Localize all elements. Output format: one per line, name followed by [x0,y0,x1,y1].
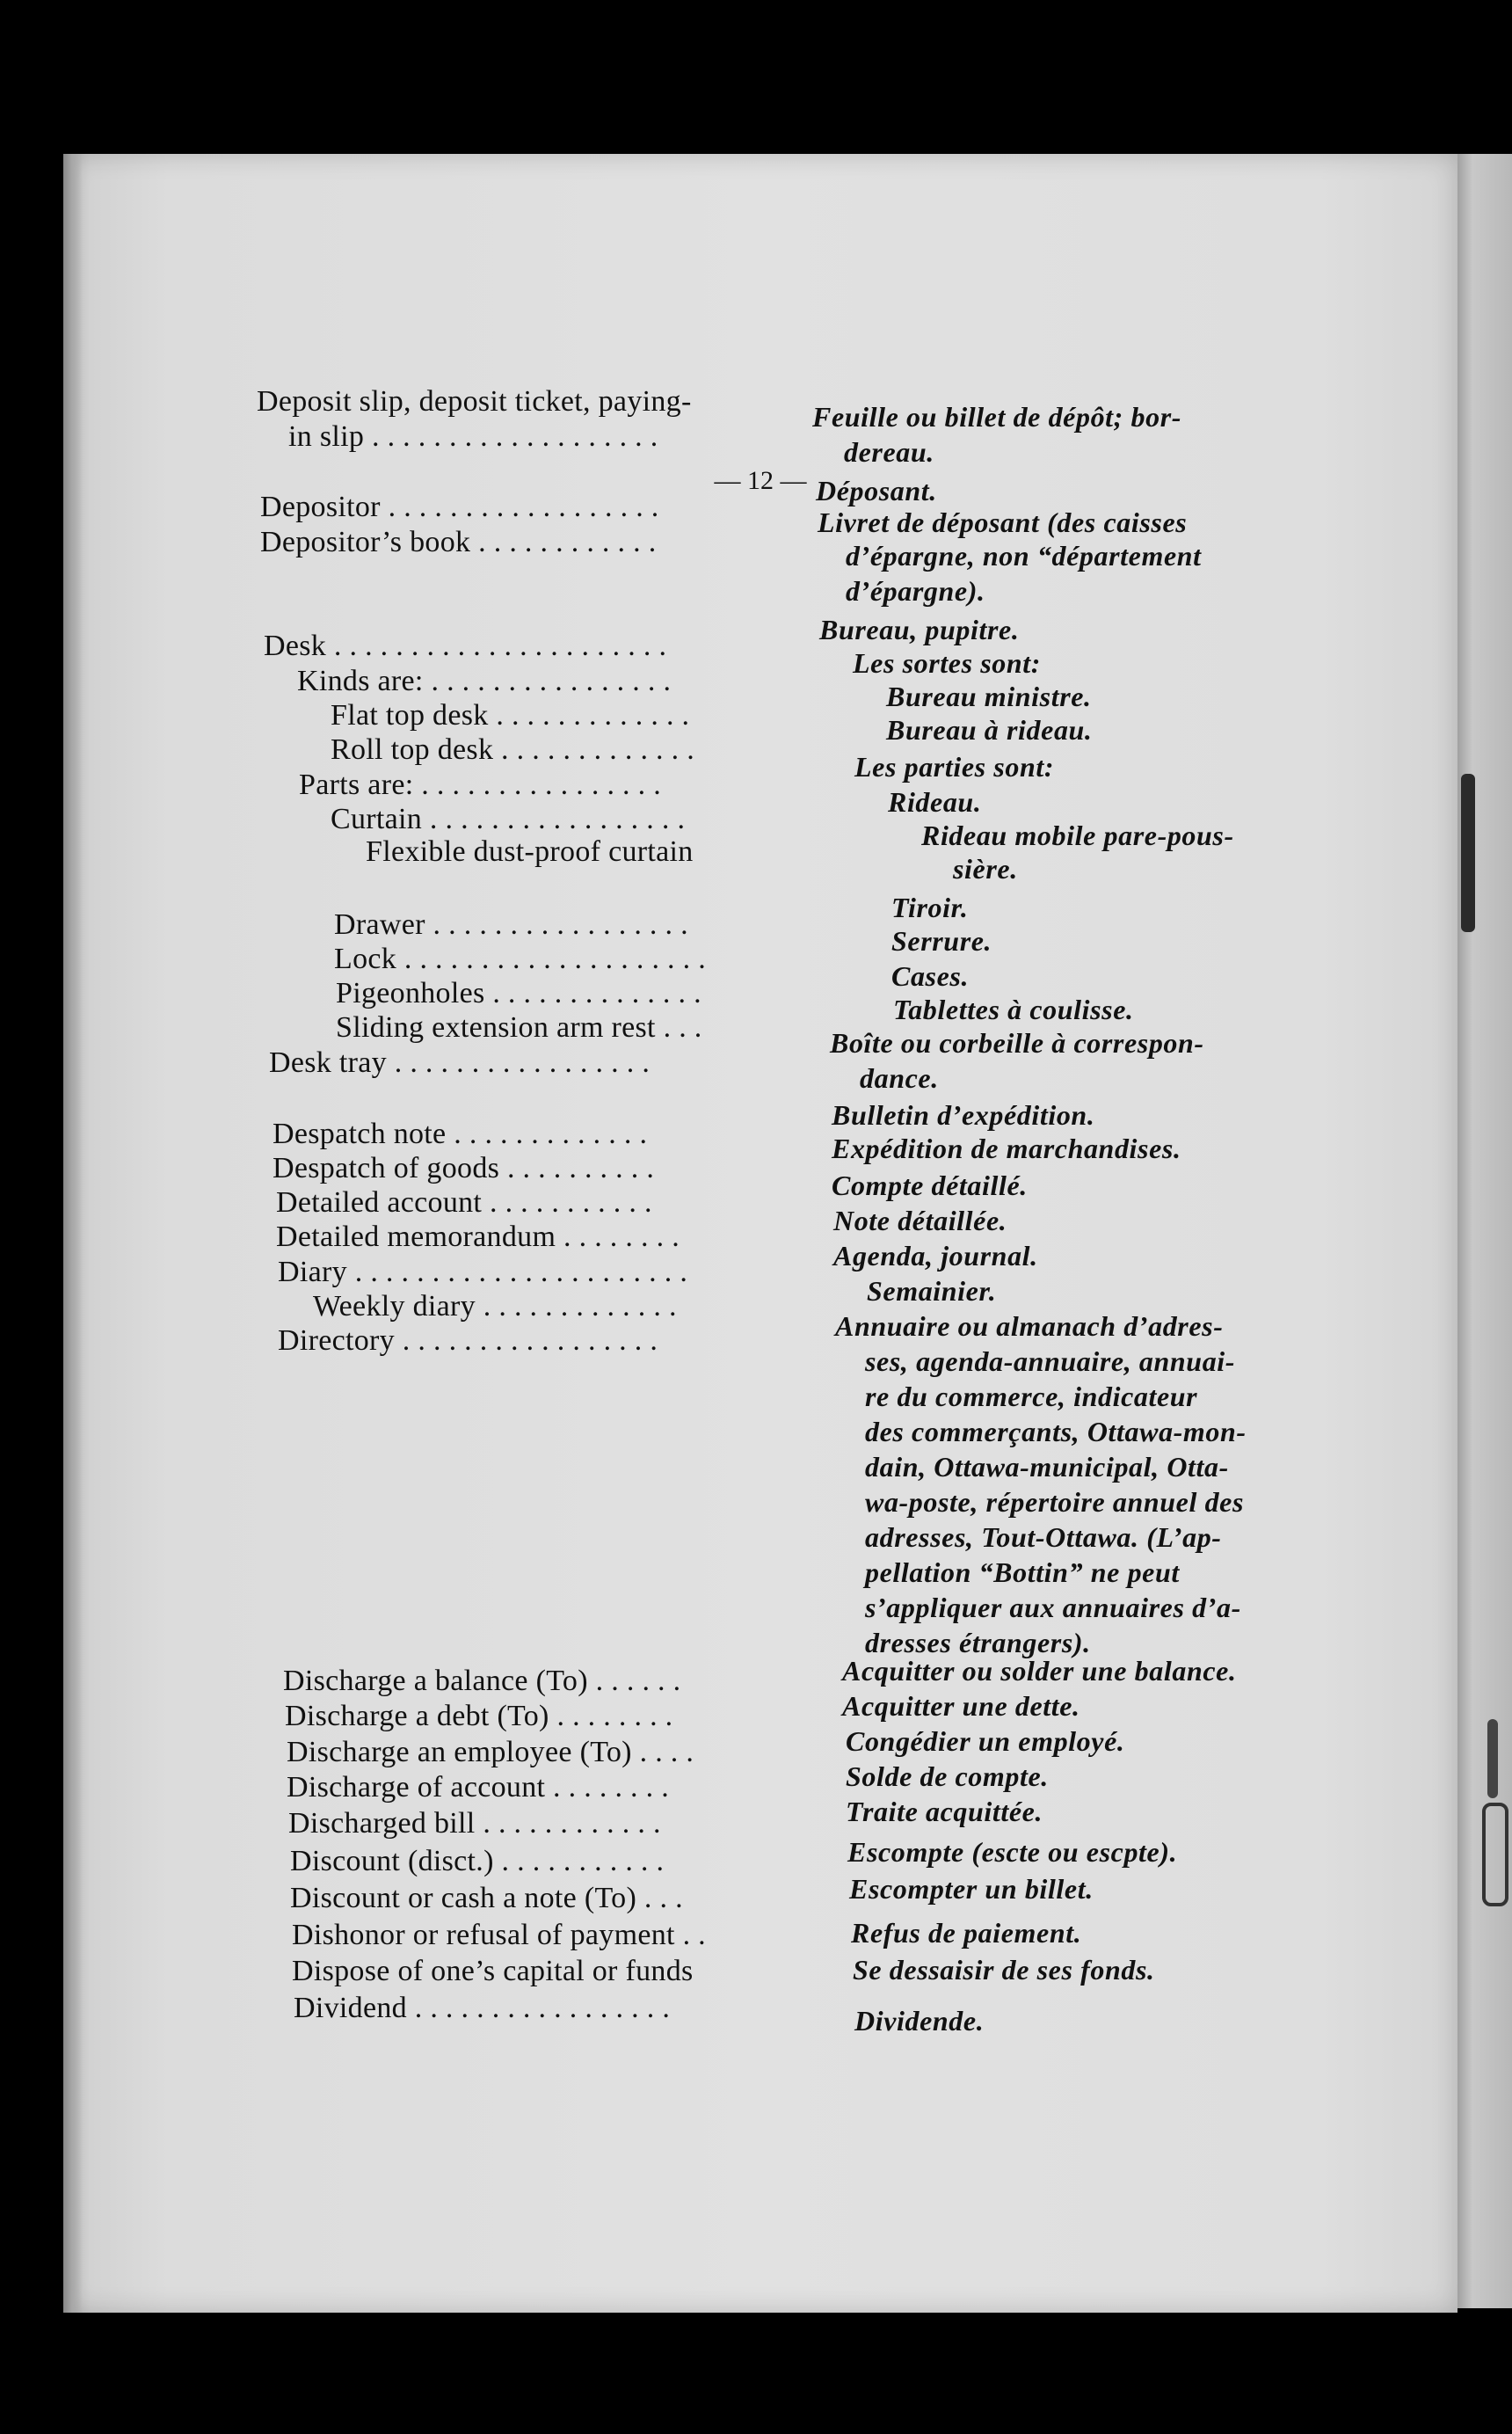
english-term: Parts are: . . . . . . . . . . . . . . . . [299,769,662,801]
english-term: Despatch of goods . . . . . . . . . . [273,1152,655,1184]
french-translation: Boîte ou corbeille à correspon- [830,1027,1204,1059]
english-term: Roll top desk . . . . . . . . . . . . . [331,733,695,766]
french-translation: Déposant. [816,475,937,506]
binder-clip [1461,774,1475,932]
french-translation: d’épargne, non “département [846,540,1202,572]
french-translation: Se dessaisir de ses fonds. [853,1954,1155,1986]
english-term: Depositor . . . . . . . . . . . . . . . . . . [260,491,659,523]
page-number: — 12 — [714,466,807,495]
english-term: Discharge a balance (To) . . . . . . [283,1665,681,1697]
french-translation: Feuille ou billet de dépôt; bor- [812,401,1182,433]
french-translation: des commerçants, Ottawa-mon- [865,1416,1247,1447]
french-translation: Acquitter ou solder une balance. [842,1655,1237,1687]
adjacent-page-edge [1455,154,1512,2308]
french-translation: Bureau, pupitre. [819,614,1020,645]
french-translation: Cases. [891,960,970,992]
french-translation: ses, agenda-annuaire, annuai- [865,1345,1236,1377]
french-translation: Bureau à rideau. [886,714,1093,746]
french-translation: Escompter un billet. [849,1873,1094,1905]
french-translation: Acquitter une dette. [842,1690,1080,1722]
english-term: Directory . . . . . . . . . . . . . . . . . [278,1324,658,1357]
french-translation: Congédier un employé. [846,1725,1125,1757]
english-term: in slip . . . . . . . . . . . . . . . . . . . [288,420,658,453]
french-translation: dereau. [844,436,934,468]
english-term: Curtain . . . . . . . . . . . . . . . . . [331,803,686,835]
french-translation: dain, Ottawa-municipal, Otta- [865,1451,1229,1483]
french-translation: Bureau ministre. [886,681,1092,712]
french-translation: Rideau. [888,786,982,818]
english-term: Kinds are: . . . . . . . . . . . . . . . . [297,665,672,697]
french-translation: Rideau mobile pare-pous- [921,820,1234,851]
french-translation: Livret de déposant (des caisses [818,506,1188,538]
french-translation: Dividende. [854,2005,985,2037]
english-term: Flat top desk . . . . . . . . . . . . . [331,699,690,732]
english-term: Discount or cash a note (To) . . . [290,1882,683,1914]
english-term: Dishonor or refusal of payment . . [292,1919,706,1951]
english-term: Detailed memorandum . . . . . . . . [276,1221,680,1253]
french-translation: Note détaillée. [833,1205,1007,1236]
french-translation: s’appliquer aux annuaires d’a- [865,1592,1241,1623]
english-term: Discount (disct.) . . . . . . . . . . . [290,1845,665,1877]
english-term: Detailed account . . . . . . . . . . . [276,1186,652,1219]
english-term: Drawer . . . . . . . . . . . . . . . . . [334,908,688,941]
french-translation: Bulletin d’expédition. [832,1099,1095,1131]
french-translation: Les sortes sont: [853,647,1042,679]
french-translation: Serrure. [891,925,992,957]
french-translation: d’épargne). [846,575,985,607]
english-term: Discharge of account . . . . . . . . [287,1771,670,1804]
french-translation: Traite acquittée. [846,1796,1043,1827]
binder-clip [1487,1719,1498,1798]
english-term: Lock . . . . . . . . . . . . . . . . . . . . [334,943,707,975]
french-translation: Les parties sont: [854,751,1055,783]
french-translation: dance. [860,1062,939,1094]
french-translation: wa-poste, répertoire annuel des [865,1486,1245,1518]
english-term: Desk . . . . . . . . . . . . . . . . . . . . . . [264,630,667,662]
french-translation: dresses étrangers). [865,1627,1091,1658]
english-term: Weekly diary . . . . . . . . . . . . . [313,1290,677,1323]
french-translation: Semainier. [867,1275,997,1307]
french-translation: Agenda, journal. [833,1240,1038,1272]
english-term: Discharge a debt (To) . . . . . . . . [285,1700,673,1732]
english-term: Dividend . . . . . . . . . . . . . . . . . [294,1992,671,2024]
french-translation: Escompte (escte ou escpte). [847,1836,1178,1868]
french-translation: adresses, Tout-Ottawa. (L’ap- [865,1521,1222,1553]
french-translation: re du commerce, indicateur [865,1381,1198,1412]
french-translation: Expédition de marchandises. [832,1133,1181,1164]
french-translation: Tiroir. [891,892,969,923]
english-term: Discharged bill . . . . . . . . . . . . [288,1807,661,1840]
english-term: Flexible dust-proof curtain [366,835,694,868]
english-term: Sliding extension arm rest . . . [336,1011,702,1044]
english-term: Diary . . . . . . . . . . . . . . . . . . . . . . [278,1256,688,1288]
english-term: Discharge an employee (To) . . . . [287,1736,694,1768]
french-translation: sière. [953,853,1018,885]
english-term: Pigeonholes . . . . . . . . . . . . . . [336,977,701,1009]
french-translation: Solde de compte. [846,1760,1049,1792]
french-translation: Compte détaillé. [832,1170,1028,1201]
english-term: Dispose of one’s capital or funds [292,1955,694,1987]
french-translation: Refus de paiement. [851,1917,1082,1949]
english-term: Deposit slip, deposit ticket, paying- [257,385,692,418]
french-translation: Tablettes à coulisse. [893,994,1134,1025]
english-term: Desk tray . . . . . . . . . . . . . . . . . [269,1046,651,1079]
french-translation: Annuaire ou almanach d’adres- [835,1310,1224,1342]
english-term: Despatch note . . . . . . . . . . . . . [273,1118,648,1150]
document-page [63,154,1457,2313]
binder-clip [1482,1803,1508,1906]
english-term: Depositor’s book . . . . . . . . . . . . [260,526,657,558]
french-translation: pellation “Bottin” ne peut [865,1556,1180,1588]
